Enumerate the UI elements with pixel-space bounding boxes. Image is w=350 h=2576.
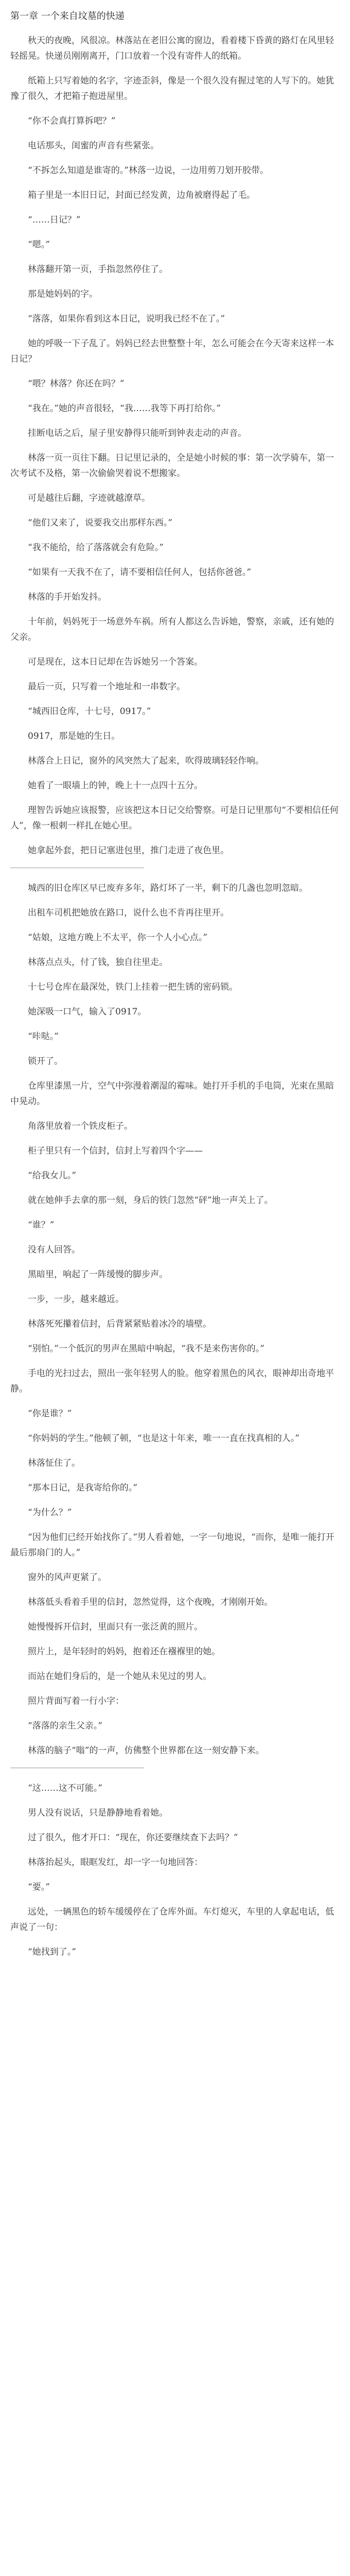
paragraph: 理智告诉她应该报警，应该把这本日记交给警察。可是日记里那句“不要相信任何人”，像一根刺一样扎在她心里。 (10, 805, 339, 831)
paragraph: “这……这不可能。” (28, 1783, 102, 1793)
paragraph: 窗外的风声更紧了。 (28, 1572, 107, 1583)
paragraph: “城西旧仓库，十七号，0917。” (28, 706, 151, 717)
paragraph: 箱子里是一本旧日记，封面已经发黄，边角被磨得起了毛。 (28, 190, 255, 200)
paragraph: “我在。”她的声音很轻，“我……我等下再打给你。” (28, 403, 221, 414)
paragraph: “因为他们已经开始找你了。”男人看着她，一字一句地说，“而你，是唯一能打开最后那扇门的人。” (10, 1532, 335, 1558)
paragraph: 十年前，妈妈死于一场意外车祸。所有人都这么告诉她，警察，亲戚，还有她的父亲。 (10, 617, 334, 642)
paragraph: 林落点点头，付了钱，独自往里走。 (28, 957, 168, 968)
paragraph: 可是现在，这本日记却在告诉她另一个答案。 (28, 657, 203, 667)
paragraph: 可是越往后翻，字迹就越潦草。 (28, 493, 150, 503)
paragraph: 出租车司机把她放在路口，说什么也不肯再往里开。 (28, 908, 229, 918)
chapter-body (10, 33, 340, 1960)
paragraph: “落落的亲生父亲。” (28, 1721, 102, 1731)
paragraph: 角落里放着一个铁皮柜子。 (28, 1121, 133, 1131)
paragraph: 远处，一辆黑色的轿车缓缓停在了仓库外面。车灯熄灭，车里的人拿起电话，低声说了一句： (10, 1907, 334, 1933)
paragraph: 黑暗里，响起了一阵缓慢的脚步声。 (28, 1269, 168, 1280)
paragraph: “如果有一天我不在了，请不要相信任何人，包括你爸爸。” (28, 567, 251, 578)
paragraph: 她的呼吸一下子乱了。妈妈已经去世整整十年，怎么可能会在今天寄来这样一本日记？ (10, 338, 334, 364)
paragraph: 她拿起外套，把日记塞进包里，推门走进了夜色里。 (28, 845, 229, 856)
paragraph: 纸箱上只写着她的名字，字迹歪斜，像是一个很久没有握过笔的人写下的。她犹豫了很久，才把箱子抱进屋里。 (10, 76, 334, 101)
paragraph: 锁开了。 (28, 1056, 63, 1066)
paragraph: 城西的旧仓库区早已废弃多年，路灯坏了一半，剩下的几盏也忽明忽暗。 (28, 883, 308, 893)
paragraph: 林落的脑子“嗡”的一声，仿佛整个世界都在这一刻安静下来。 (28, 1745, 265, 1756)
paragraph: 挂断电话之后，屋子里安静得只能听到钟表走动的声音。 (28, 428, 247, 438)
paragraph: 林落的手开始发抖。 (28, 592, 107, 602)
paragraph: 柜子里只有一个信封，信封上写着四个字—— (28, 1146, 203, 1156)
paragraph: 就在她伸手去拿的那一刻，身后的铁门忽然“砰”地一声关上了。 (28, 1195, 273, 1206)
paragraph: “他们又来了，说要我交出那样东西。” (28, 518, 172, 528)
paragraph: “咔哒。” (28, 1031, 59, 1042)
paragraph: “你妈妈的学生。”他顿了顿，“也是这十年来，唯一一直在找真相的人。” (28, 1433, 300, 1444)
paragraph: 林落翻开第一页，手指忽然停住了。 (28, 264, 168, 275)
paragraph: 那是她妈妈的字。 (28, 289, 98, 299)
paragraph: 没有人回答。 (28, 1245, 80, 1255)
paragraph: “那本日记，是我寄给你的。” (28, 1483, 137, 1493)
paragraph: 十七号仓库在最深处，铁门上挂着一把生锈的密码锁。 (28, 982, 238, 992)
paragraph: 仓库里漆黑一片，空气中弥漫着潮湿的霉味。她打开手机的手电筒，光束在黑暗中晃动。 (10, 1081, 334, 1107)
paragraph: 照片上，是年轻时的妈妈，抱着还在襁褓里的她。 (28, 1647, 220, 1657)
paragraph: “落落，如果你看到这本日记，说明我已经不在了。” (28, 314, 225, 324)
paragraph: 林落死死攥着信封，后背紧紧贴着冰冷的墙壁。 (28, 1319, 212, 1329)
paragraph: “她找到了。” (28, 1947, 76, 1957)
paragraph: “姑娘，这地方晚上不太平，你一个人小心点。” (28, 933, 207, 943)
paragraph: 林落合上日记，窗外的风突然大了起来，吹得玻璃轻轻作响。 (28, 756, 264, 766)
paragraph: 男人没有说话，只是静静地看着她。 (28, 1808, 168, 1818)
paragraph: 照片背面写着一行小字： (28, 1696, 124, 1706)
paragraph: “我不能给，给了落落就会有危险。” (28, 543, 164, 553)
paragraph: 手电的光扫过去，照出一张年轻男人的脸。他穿着黑色的风衣，眼神却出奇地平静。 (10, 1368, 334, 1394)
paragraph: “给我女儿。” (28, 1171, 76, 1181)
paragraph: “为什么？” (28, 1507, 72, 1518)
paragraph: 林落一页一页往下翻。日记里记录的，全是她小时候的事：第一次学骑车，第一次考试不及格，第一次偷偷哭着说不想搬家。 (10, 453, 334, 479)
paragraph: “喂？林落？你还在吗？” (28, 379, 125, 389)
paragraph: 而站在她们身后的，是一个她从未见过的男人。 (28, 1671, 212, 1682)
paragraph: 秋天的夜晚，风很凉。林落站在老旧公寓的窗边，看着楼下昏黄的路灯在风里轻轻摇晃。快递员刚刚离开，门口放着一个没有寄件人的纸箱。 (10, 36, 334, 61)
chapter-title: 第一章 一个来自坟墓的快递 (10, 11, 125, 22)
paragraph: “你是谁？” (28, 1409, 72, 1419)
paragraph: 她看了一眼墙上的钟，晚上十一点四十五分。 (28, 781, 203, 791)
paragraph: 她慢慢拆开信封，里面只有一张泛黄的照片。 (28, 1622, 203, 1632)
paragraph: “不拆怎么知道是谁寄的。”林落一边说，一边用剪刀划开胶带。 (28, 165, 269, 176)
reader-page (10, 0, 340, 1960)
paragraph: 林落抬起头，眼眶发红，却一字一句地回答： (28, 1857, 203, 1868)
paragraph: 电话那头，闺蜜的声音有些紧张。 (28, 141, 159, 151)
paragraph: 过了很久，他才开口：“现在，你还要继续查下去吗？” (28, 1833, 238, 1843)
paragraph: “……日记？” (28, 215, 81, 225)
paragraph: 林落低头看着手里的信封，忽然觉得，这个夜晚，才刚刚开始。 (28, 1597, 273, 1607)
paragraph: 最后一页，只写着一个地址和一串数字。 (28, 682, 185, 692)
paragraph: “要。” (28, 1882, 50, 1892)
paragraph: “别怕。”一个低沉的男声在黑暗中响起，“我不是来伤害你的。” (28, 1344, 265, 1354)
paragraph: 0917，那是她的生日。 (28, 731, 120, 741)
paragraph: 她深吸一口气，输入了0917。 (28, 1007, 147, 1017)
paragraph: “你不会真打算拆吧？” (28, 116, 116, 126)
paragraph: “谁？” (28, 1220, 55, 1230)
paragraph: 一步，一步，越来越近。 (28, 1294, 124, 1304)
paragraph: “嗯。” (28, 240, 50, 250)
paragraph: 林落怔住了。 (28, 1458, 80, 1468)
